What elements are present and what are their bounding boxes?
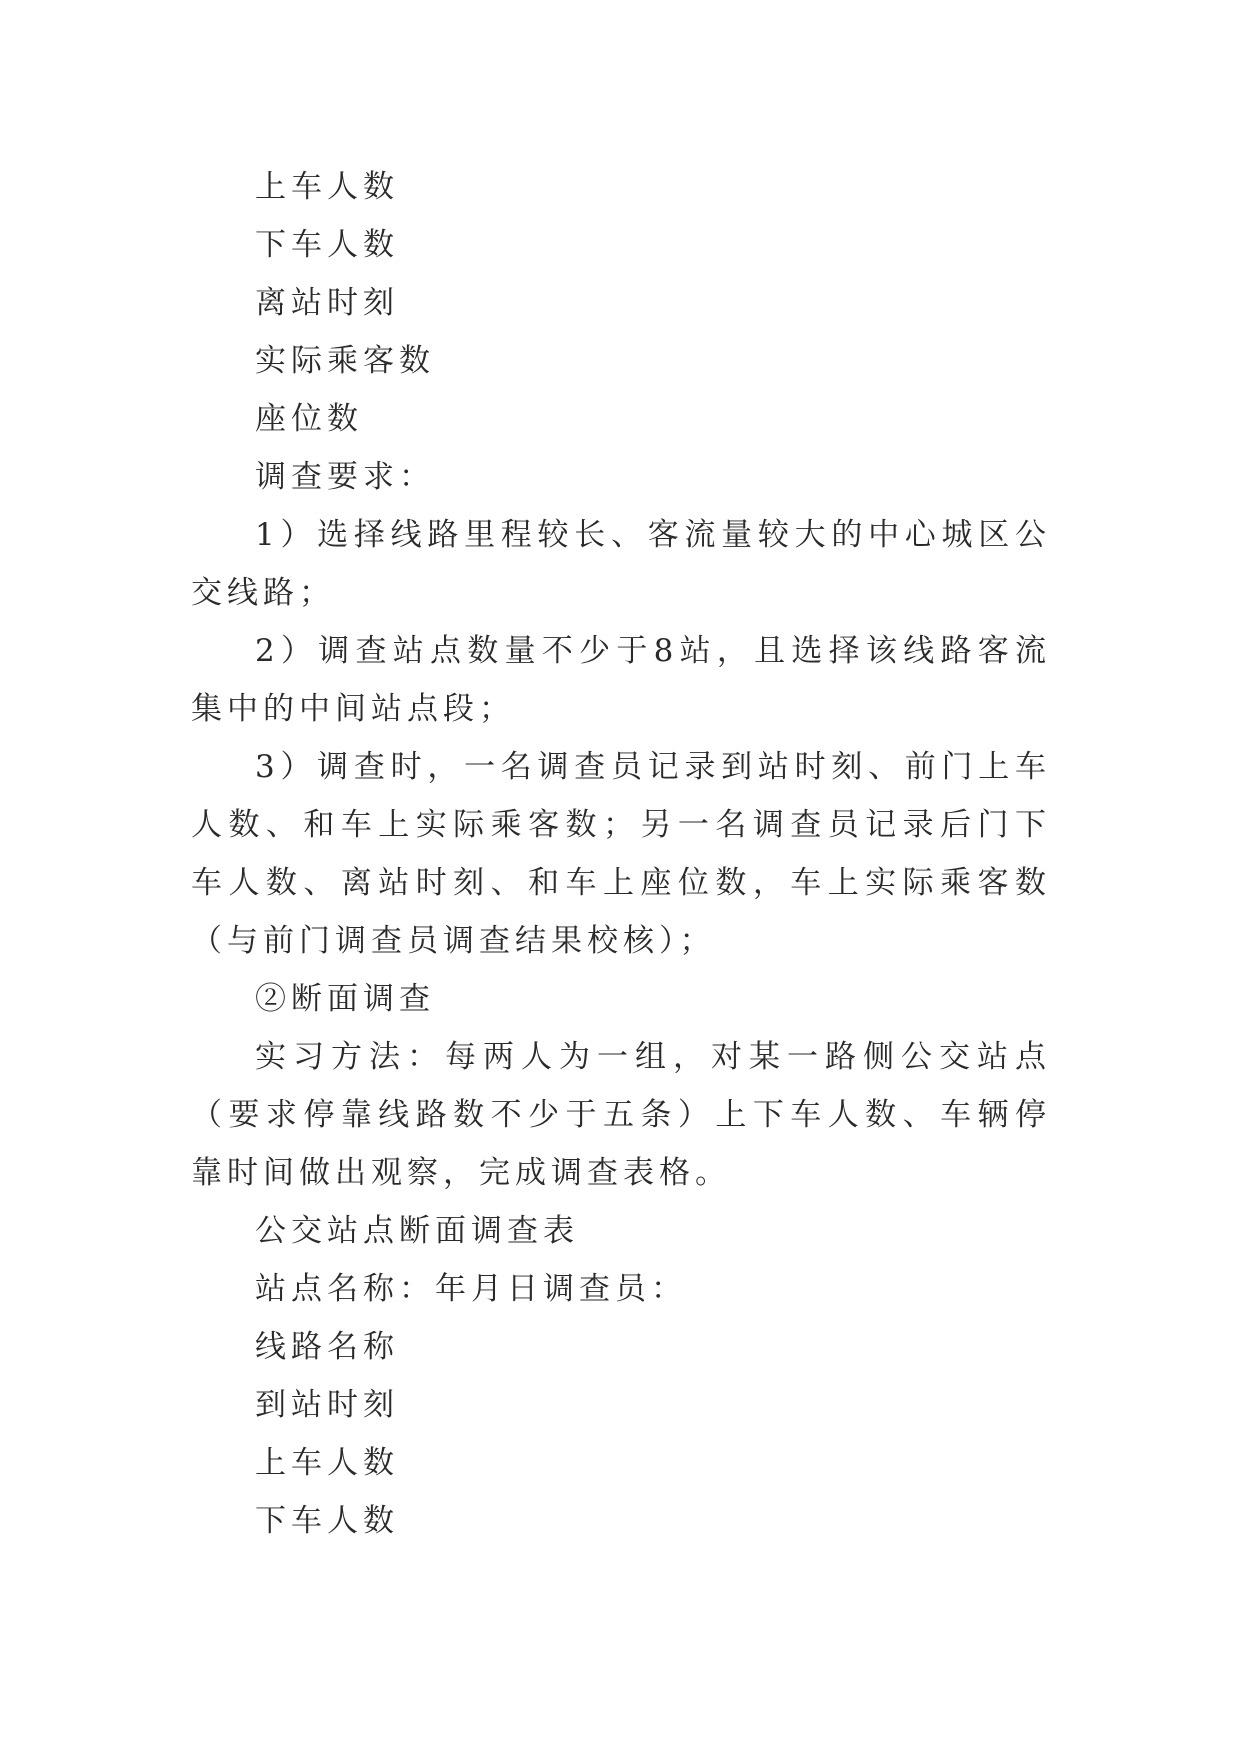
- text-line-route-name: 线路名称: [255, 1329, 399, 1365]
- table-title: 公交站点断面调查表: [255, 1213, 579, 1249]
- text-line-arrival-time: 到站时刻: [255, 1387, 399, 1423]
- section-heading: ②断面调查: [255, 981, 435, 1017]
- requirement-2: 2）调查站点数量不少于8站，且选择该线路客流集中的中间站点段；: [191, 633, 1051, 727]
- table-header-line: 站点名称：年月日调查员：: [255, 1271, 687, 1307]
- requirement-3: 3）调查时，一名调查员记录到站时刻、前门上车人数、和车上实际乘客数；另一名调查员记录后门下车人数、离站时刻、和车上座位数，车上实际乘客数（与前门调查员调查结果校核）；: [191, 749, 1051, 959]
- text-line-alighting-count: 下车人数: [255, 227, 399, 263]
- text-line-boarding-count-2: 上车人数: [255, 1445, 399, 1481]
- text-line-actual-passengers: 实际乘客数: [255, 343, 435, 379]
- document-body: [191, 158, 1051, 1550]
- text-line-boarding-count: 上车人数: [255, 169, 399, 205]
- text-line-seat-count: 座位数: [255, 401, 363, 437]
- survey-requirements-heading: 调查要求：: [255, 459, 435, 495]
- requirement-1: 1）选择线路里程较长、客流量较大的中心城区公交线路；: [191, 517, 1051, 611]
- text-line-alighting-count-2: 下车人数: [255, 1503, 399, 1539]
- method-paragraph: 实习方法：每两人为一组，对某一路侧公交站点（要求停靠线路数不少于五条）上下车人数、车辆停靠时间做出观察，完成调查表格。: [191, 1039, 1051, 1191]
- text-line-departure-time: 离站时刻: [255, 285, 399, 321]
